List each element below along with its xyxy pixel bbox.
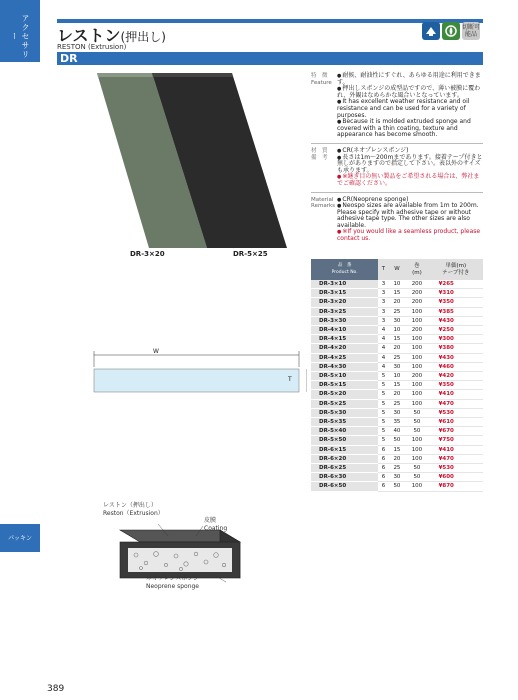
series-band <box>57 52 483 65</box>
photo-label: DR-3×20 <box>130 250 165 258</box>
table-row <box>311 436 483 445</box>
table-row <box>311 408 483 417</box>
col-price-sub: テープ付き <box>442 269 470 276</box>
product-code-cell: DR-6×25 <box>311 464 378 473</box>
coating-caption-en: Coating <box>204 525 228 532</box>
table-row <box>311 482 483 491</box>
title-paren: (押出し) <box>120 30 166 44</box>
width-cell: 15 <box>389 445 406 454</box>
width-cell: 25 <box>389 399 406 408</box>
thickness-cell: 6 <box>378 473 388 482</box>
table-row <box>311 454 483 463</box>
thickness-cell: 4 <box>378 335 388 344</box>
product-code-cell: DR-4×30 <box>311 362 378 371</box>
roll-length-cell: 200 <box>405 372 428 381</box>
coating-caption <box>204 517 227 533</box>
side-tab-accessory[interactable] <box>0 0 40 62</box>
width-cell: 30 <box>389 316 406 325</box>
title-text: レストン <box>57 26 121 45</box>
price-cell: ¥600 <box>429 473 483 482</box>
thickness-cell: 3 <box>378 298 388 307</box>
thickness-label: T <box>288 376 292 383</box>
feature-heading-en: Feature <box>311 79 332 86</box>
width-cell: 25 <box>389 307 406 316</box>
width-cell: 15 <box>389 381 406 390</box>
remarks-warning: ● ※If you would like a seamless product, please contact us. <box>337 229 483 242</box>
width-cell: 20 <box>389 454 406 463</box>
table-row <box>311 399 483 408</box>
price-cell: ¥470 <box>429 454 483 463</box>
col-t: T <box>378 259 388 280</box>
feature-heading-jp: 特 徴 <box>311 73 328 79</box>
product-code-cell: DR-5×10 <box>311 372 378 381</box>
feature-item-en: ● It has excellent weather resistance and oil resistance and can be used for a variety of purposes. <box>337 99 483 119</box>
price-cell: ¥310 <box>429 289 483 298</box>
sponge-caption <box>146 575 199 591</box>
price-cell: ¥265 <box>429 280 483 289</box>
product-code-cell: DR-3×20 <box>311 298 378 307</box>
table-header-row <box>311 259 483 280</box>
price-cell: ¥670 <box>429 427 483 436</box>
page-number: 389 <box>47 684 65 694</box>
col-roll <box>405 259 428 280</box>
thickness-cell: 5 <box>378 427 388 436</box>
roll-length-cell: 100 <box>405 316 428 325</box>
thickness-cell: 5 <box>378 418 388 427</box>
table-row <box>311 344 483 353</box>
price-cell: ¥610 <box>429 418 483 427</box>
price-cell: ¥430 <box>429 316 483 325</box>
roll-length-cell: 50 <box>405 408 428 417</box>
thickness-cell: 6 <box>378 464 388 473</box>
roll-length-cell: 100 <box>405 454 428 463</box>
table-row <box>311 390 483 399</box>
width-cell: 25 <box>389 464 406 473</box>
price-cell: ¥380 <box>429 344 483 353</box>
col-product <box>311 259 378 280</box>
width-cell: 30 <box>389 362 406 371</box>
table-row <box>311 316 483 325</box>
thickness-cell: 5 <box>378 372 388 381</box>
illustration-title-en: Reston（Extrusion） <box>103 510 164 517</box>
table-row <box>311 353 483 362</box>
feature-body <box>337 73 483 139</box>
roll-length-cell: 100 <box>405 399 428 408</box>
material-body-jp <box>337 148 483 188</box>
price-cell: ¥870 <box>429 482 483 491</box>
side-tab-label: パッキン <box>8 535 32 542</box>
table-row <box>311 280 483 289</box>
width-cell: 20 <box>389 344 406 353</box>
price-cell: ¥410 <box>429 445 483 454</box>
product-code-cell: DR-5×15 <box>311 381 378 390</box>
product-code-cell: DR-5×50 <box>311 436 378 445</box>
roll-length-cell: 200 <box>405 326 428 335</box>
table-row <box>311 362 483 371</box>
roll-length-cell: 200 <box>405 280 428 289</box>
product-photo <box>57 73 287 248</box>
eco-icon <box>442 22 460 40</box>
width-cell: 35 <box>389 418 406 427</box>
table-row <box>311 464 483 473</box>
width-cell: 30 <box>389 473 406 482</box>
photo-label: DR-5×25 <box>233 250 268 258</box>
roll-length-cell: 50 <box>405 464 428 473</box>
price-cell: ¥350 <box>429 381 483 390</box>
remarks-warning: ● ※継ぎ目の無い製品をご希望される場合は、弊社までご確認ください。 <box>337 174 483 187</box>
width-cell: 50 <box>389 436 406 445</box>
thickness-cell: 5 <box>378 436 388 445</box>
table-row <box>311 298 483 307</box>
product-code-cell: DR-4×20 <box>311 344 378 353</box>
weather-resistant-icon <box>422 22 440 40</box>
product-code-cell: DR-3×10 <box>311 280 378 289</box>
thickness-cell: 5 <box>378 381 388 390</box>
table-row <box>311 427 483 436</box>
width-cell: 10 <box>389 372 406 381</box>
col-price-label: 単価(m) <box>445 263 467 269</box>
width-cell: 30 <box>389 408 406 417</box>
material-heading-jp <box>311 148 337 188</box>
sponge-caption-jp: ネオプレンスポンジ <box>146 575 200 582</box>
col-price <box>429 259 483 280</box>
price-cell: ¥470 <box>429 399 483 408</box>
roll-length-cell: 100 <box>405 436 428 445</box>
thickness-cell: 5 <box>378 408 388 417</box>
thickness-cell: 3 <box>378 316 388 325</box>
product-code-cell: DR-4×10 <box>311 326 378 335</box>
price-cell: ¥420 <box>429 372 483 381</box>
material-heading: Material <box>311 196 334 203</box>
col-product-jp: 品 番 <box>337 263 352 268</box>
divider <box>311 143 483 144</box>
illustration-title-jp: レストン（押出し） <box>103 502 157 509</box>
roll-length-cell: 100 <box>405 362 428 371</box>
roll-length-cell: 50 <box>405 427 428 436</box>
sponge-caption-en: Neoprene sponge <box>146 583 199 590</box>
illustration-title <box>103 502 164 518</box>
side-tab-label: アクセサリー <box>10 13 30 59</box>
info-block <box>311 73 483 247</box>
roll-length-cell: 100 <box>405 344 428 353</box>
width-label: W <box>153 348 159 355</box>
col-roll-unit: (m) <box>412 269 422 276</box>
price-cell: ¥750 <box>429 436 483 445</box>
material-section-jp <box>311 148 483 188</box>
divider <box>311 192 483 193</box>
product-code-cell: DR-5×35 <box>311 418 378 427</box>
width-cell: 10 <box>389 326 406 335</box>
roll-length-cell: 100 <box>405 445 428 454</box>
width-cell: 10 <box>389 280 406 289</box>
product-code-cell: DR-5×30 <box>311 408 378 417</box>
width-cell: 25 <box>389 353 406 362</box>
table-row <box>311 445 483 454</box>
price-cell: ¥530 <box>429 408 483 417</box>
remarks-heading: Remarks <box>311 203 335 210</box>
material-heading-en <box>311 197 337 243</box>
thickness-cell: 4 <box>378 353 388 362</box>
price-cell: ¥350 <box>429 298 483 307</box>
roll-length-cell: 100 <box>405 390 428 399</box>
feature-section <box>311 73 483 139</box>
thickness-cell: 3 <box>378 289 388 298</box>
width-cell: 20 <box>389 390 406 399</box>
feature-heading <box>311 73 337 139</box>
table-row <box>311 372 483 381</box>
col-roll-label: 巻 <box>414 263 420 269</box>
thickness-cell: 6 <box>378 482 388 491</box>
roll-length-cell: 50 <box>405 418 428 427</box>
table-row <box>311 335 483 344</box>
page-subtitle: RESTON (Extrusion) <box>57 43 127 51</box>
thickness-cell: 4 <box>378 362 388 371</box>
thickness-cell: 5 <box>378 399 388 408</box>
price-cell: ¥460 <box>429 362 483 371</box>
roll-length-cell: 100 <box>405 335 428 344</box>
col-w: W <box>389 259 406 280</box>
roll-length-cell: 200 <box>405 298 428 307</box>
table-row <box>311 418 483 427</box>
width-cell: 15 <box>389 289 406 298</box>
coating-caption-jp: 皮膜 <box>204 517 217 524</box>
width-cell: 50 <box>389 482 406 491</box>
material-text: ● CR(ネオプレンスポンジ) <box>337 148 483 155</box>
table-row <box>311 326 483 335</box>
spec-table-body <box>311 280 483 491</box>
material-body-en <box>337 197 483 243</box>
feature-item-en: ● Because it is molded extruded sponge and covered with a thin coating, texture and appearance has become smooth. <box>337 119 483 139</box>
table-row <box>311 381 483 390</box>
price-cell: ¥385 <box>429 307 483 316</box>
width-cell: 15 <box>389 335 406 344</box>
price-cell: ¥530 <box>429 464 483 473</box>
product-code-cell: DR-6×15 <box>311 445 378 454</box>
price-cell: ¥410 <box>429 390 483 399</box>
width-cell: 40 <box>389 427 406 436</box>
product-code-cell: DR-6×50 <box>311 482 378 491</box>
section-diagram <box>57 345 307 405</box>
remarks-text: ● Neospo sizes are available from 1m to 200m. Please specify with adhesive tape or without adhesive tape type. The other sizes are also available. <box>337 203 483 229</box>
thickness-cell: 5 <box>378 390 388 399</box>
product-code-cell: DR-5×40 <box>311 427 378 436</box>
product-code-cell: DR-4×15 <box>311 335 378 344</box>
roll-length-cell: 100 <box>405 381 428 390</box>
product-code-cell: DR-5×20 <box>311 390 378 399</box>
material-heading: 材 質 <box>311 147 328 154</box>
product-code-cell: DR-6×30 <box>311 473 378 482</box>
feature-item-jp: ● 耐候、耐油性にすぐれ、あらゆる用途に利用できます。 <box>337 73 483 86</box>
price-cell: ¥250 <box>429 326 483 335</box>
product-code-cell: DR-3×15 <box>311 289 378 298</box>
product-code-cell: DR-5×25 <box>311 399 378 408</box>
badge-group <box>422 22 480 40</box>
thickness-cell: 6 <box>378 454 388 463</box>
product-code-cell: DR-3×30 <box>311 316 378 325</box>
roll-length-cell: 200 <box>405 289 428 298</box>
remarks-text: ● 長さは1m〜200mまであります。接着テープ付きと無しがありますので指定して下さい。表以外のサイズも承ります。 <box>337 155 483 175</box>
side-tab-packing[interactable] <box>0 524 40 552</box>
thickness-cell: 4 <box>378 344 388 353</box>
col-product-en: Product No. <box>331 269 358 275</box>
series-label: DR <box>60 52 78 65</box>
product-code-cell: DR-6×20 <box>311 454 378 463</box>
roll-length-cell: 100 <box>405 307 428 316</box>
spec-table <box>311 259 483 492</box>
table-row <box>311 307 483 316</box>
material-text: ● CR(Neoprene sponge) <box>337 197 483 204</box>
price-cell: ¥300 <box>429 335 483 344</box>
table-row <box>311 473 483 482</box>
thickness-cell: 3 <box>378 307 388 316</box>
product-code-cell: DR-3×25 <box>311 307 378 316</box>
thickness-cell: 4 <box>378 326 388 335</box>
material-section-en <box>311 197 483 243</box>
cut-icon: 切断可能品 <box>462 24 481 38</box>
thickness-cell: 3 <box>378 280 388 289</box>
roll-length-cell: 100 <box>405 482 428 491</box>
thickness-cell: 6 <box>378 445 388 454</box>
width-cell: 20 <box>389 298 406 307</box>
remarks-heading: 備 考 <box>311 154 328 161</box>
roll-length-cell: 100 <box>405 353 428 362</box>
table-row <box>311 289 483 298</box>
feature-item-jp: ● 押出しスポンジの成型品ですので、薄い被膜に覆われ、外観はなめらかな風合いとなっています。 <box>337 86 483 99</box>
price-cell: ¥430 <box>429 353 483 362</box>
roll-length-cell: 50 <box>405 473 428 482</box>
product-code-cell: DR-4×25 <box>311 353 378 362</box>
